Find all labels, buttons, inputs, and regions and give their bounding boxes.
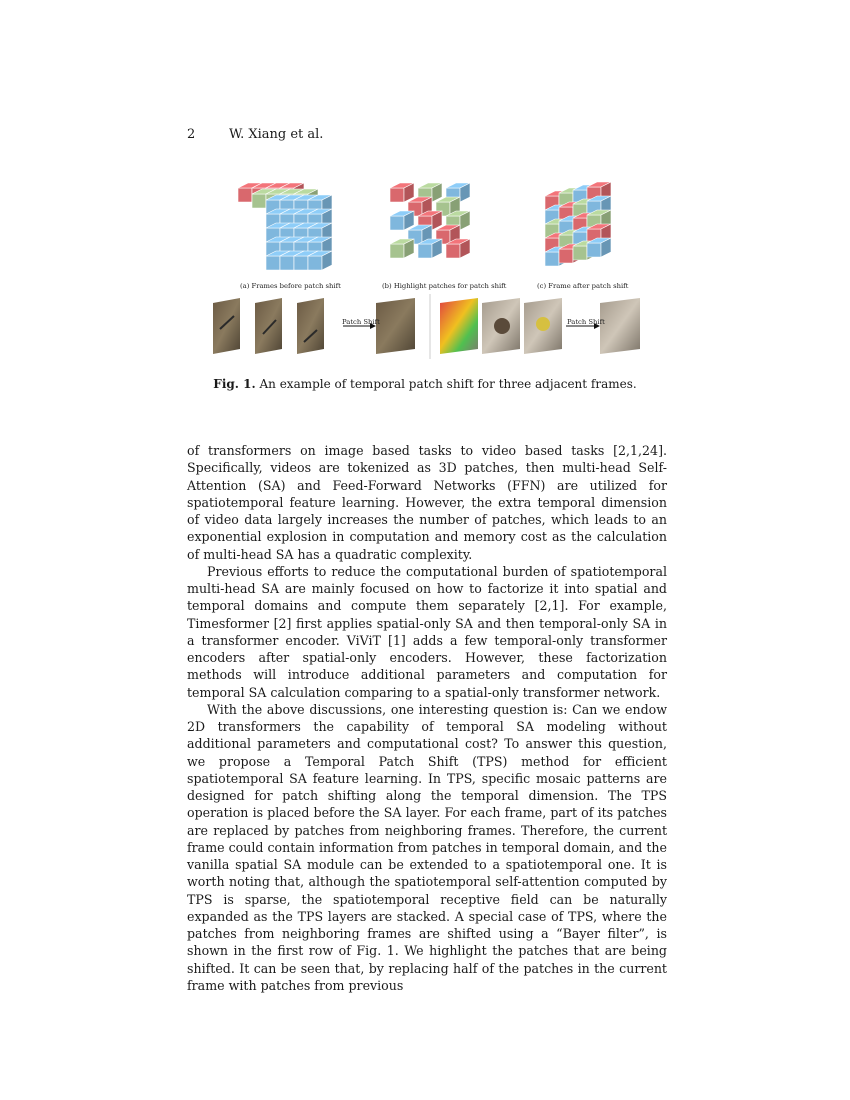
subcaption-a: (a) Frames before patch shift bbox=[240, 282, 341, 290]
patch-cube bbox=[252, 194, 266, 208]
patch-cubes-diagram bbox=[200, 158, 660, 283]
paragraph-1: of transformers on image based tasks to video based tasks [2,1,24]. Specifically, videos are tokenized as 3D patches, then multi-head Self-Attention (SA) and Feed-Forward Networks (FFN) are utilized for spatiotemporal feature learning. However, the extra temporal dimension of video data largely increases the number of patches, which leads to an exponential explosion in computation and memory cost as the calculation of multi-head SA has a quadratic complexity. bbox=[187, 443, 667, 562]
patch-cube bbox=[559, 249, 573, 263]
frame-thumb-3 bbox=[297, 298, 324, 354]
subcaption-c: (c) Frame after patch shift bbox=[537, 282, 629, 290]
patch-cube bbox=[266, 256, 280, 270]
figure-1 bbox=[200, 158, 660, 363]
patch-cube bbox=[238, 188, 252, 202]
patch-cube bbox=[390, 188, 404, 202]
patch-cube bbox=[390, 244, 404, 258]
frames-row bbox=[200, 294, 660, 364]
frame-thumb-shifted-2 bbox=[600, 298, 640, 354]
patch-cube bbox=[446, 244, 460, 258]
patch-cube bbox=[545, 252, 559, 266]
patch-cube bbox=[587, 243, 601, 257]
patch-cube bbox=[308, 256, 322, 270]
frame-thumb-5 bbox=[482, 298, 520, 354]
running-authors: W. Xiang et al. bbox=[229, 127, 324, 142]
frame-thumb-6 bbox=[524, 298, 562, 354]
figure-caption bbox=[0, 377, 850, 391]
body-text bbox=[187, 442, 667, 994]
paragraph-3: With the above discussions, one interesting question is: Can we endow 2D transformers the capability of temporal SA modeling without additional parameters and computational cost? To answer this question, we propose a Temporal Patch Shift (TPS) method for efficient spatiotemporal SA feature learning. In TPS, specific mosaic patterns are designed for patch shifting along the temporal dimension. The TPS operation is placed before the SA layer. For each frame, part of its patches are replaced by patches from neighboring frames. Therefore, the current frame could contain information from patches in temporal domain, and the vanilla spatial SA module can be extended to a spatiotemporal one. It is worth noting that, although the spatiotemporal self-attention computed by TPS is sparse, the spatiotemporal receptive field can be naturally expanded as the TPS layers are stacked. A special case of TPS, where the patches from neighboring frames are shifted using a “Bayer filter”, is shown in the first row of Fig. 1. We highlight the patches that are being shifted. It can be seen that, by replacing half of the patches in the current frame with patches from previous bbox=[187, 701, 667, 993]
patch-cube bbox=[390, 216, 404, 230]
frame-thumb-shifted-1 bbox=[376, 298, 415, 354]
subcaption-b: (b) Highlight patches for patch shift bbox=[382, 282, 507, 290]
patch-cube bbox=[418, 244, 432, 258]
patch-cube bbox=[573, 246, 587, 260]
patch-cube bbox=[280, 256, 294, 270]
frame-thumb-1 bbox=[213, 298, 240, 354]
caption-label: Fig. 1. bbox=[213, 377, 256, 391]
page-number: 2 bbox=[187, 127, 196, 142]
paragraph-2: Previous efforts to reduce the computational burden of spatiotemporal multi-head SA are mainly focused on how to factorize it into spatial and temporal domains and compute them separately [2,1]. For example, Timesformer [2] first applies spatial-only SA and then temporal-only SA in a transformer encoder. ViViT [1] adds a few temporal-only transformer encoders after spatial-only encoders. However, these factorization methods will introduce additional parameters and computation for temporal SA calculation comparing to a spatial-only transformer network. bbox=[187, 563, 667, 700]
arrow-label-1: Patch Shift bbox=[342, 318, 380, 326]
arrow-label-2: Patch Shift bbox=[567, 318, 605, 326]
running-header bbox=[187, 127, 323, 142]
frame-thumb-2 bbox=[255, 298, 282, 354]
caption-text: An example of temporal patch shift for three adjacent frames. bbox=[259, 377, 637, 391]
patch-cube bbox=[294, 256, 308, 270]
frame-thumb-4 bbox=[440, 298, 478, 354]
